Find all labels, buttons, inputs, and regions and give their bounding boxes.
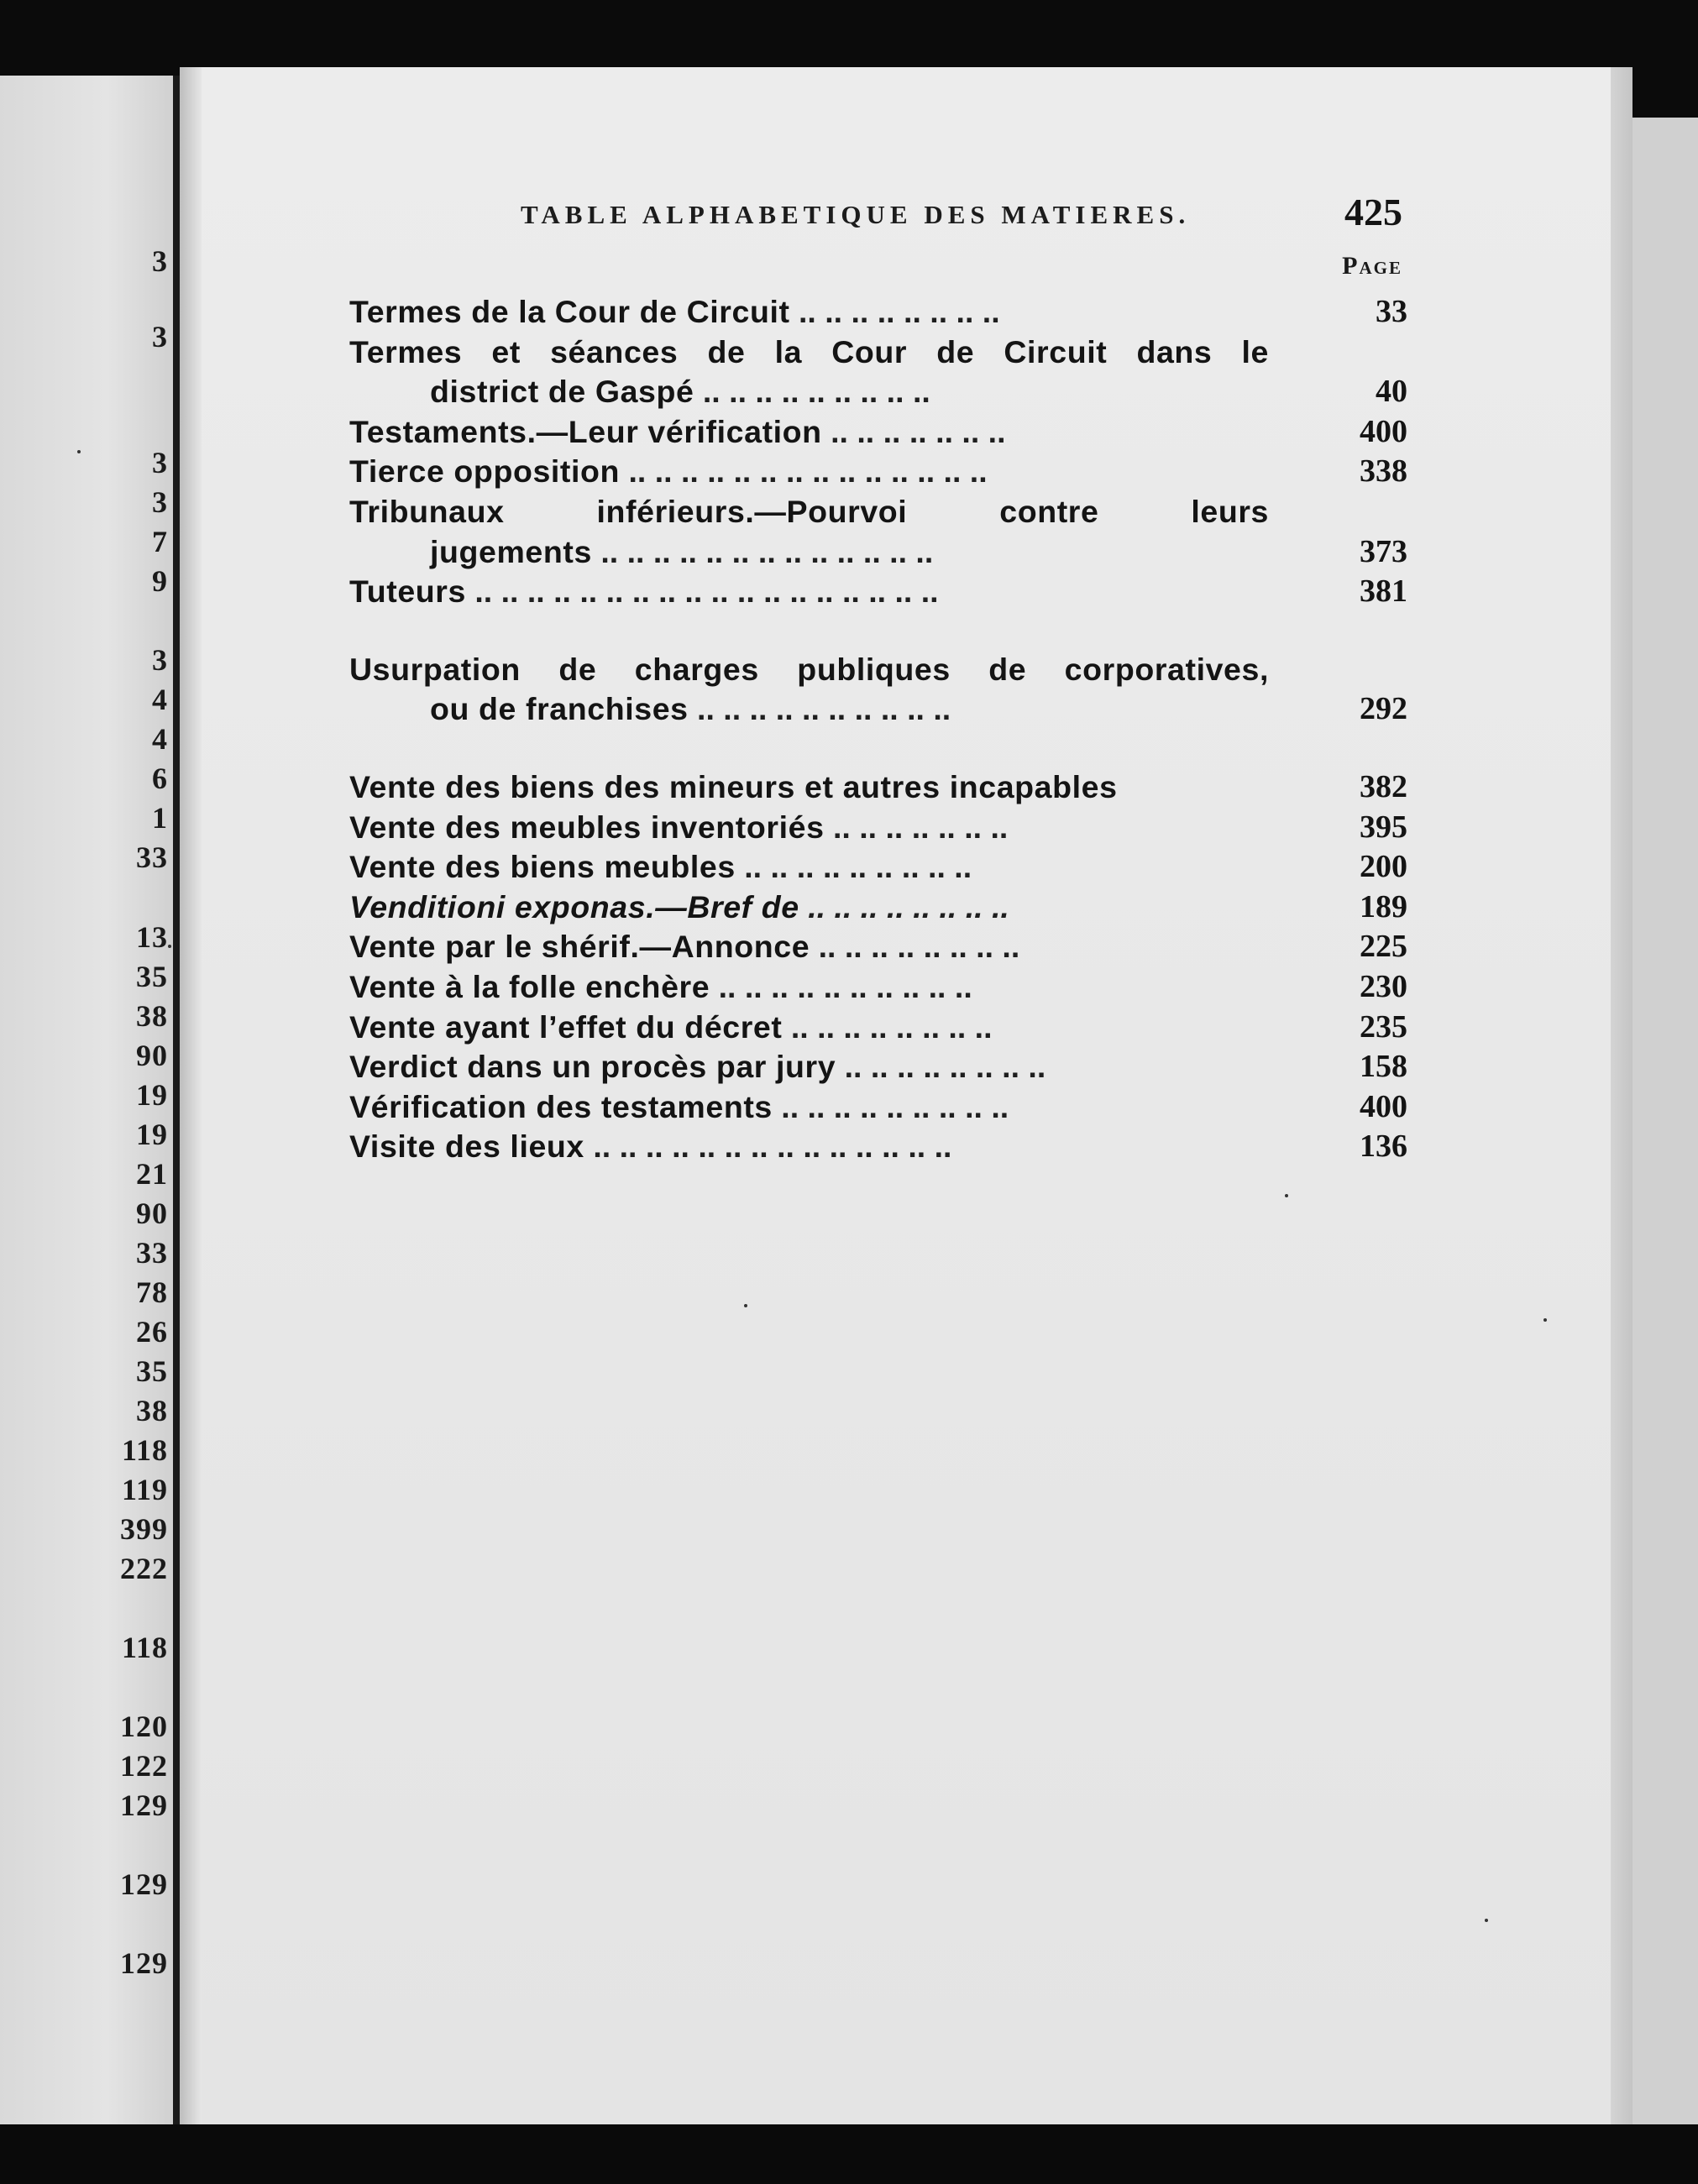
index-entry: Tribunaux inférieurs.—Pourvoi contre leurs: [349, 493, 1269, 529]
index-entry: Termes et séances de la Cour de Circuit dans le: [349, 333, 1269, 369]
left-margin-number: 3: [152, 244, 168, 278]
entry-page: 400: [1360, 1088, 1407, 1124]
entry-page: 382: [1360, 768, 1407, 804]
left-margin-number: 222: [120, 1552, 168, 1585]
entry-page: 292: [1360, 691, 1407, 727]
page-number: 425: [1344, 191, 1402, 233]
scan-speck: [168, 945, 171, 948]
left-margin-number: 38: [136, 1394, 168, 1427]
entry-page: 373: [1360, 533, 1407, 569]
left-margin-number: 90: [136, 1039, 168, 1072]
page-column-label: Page: [1342, 252, 1402, 280]
left-margin-number: 3: [152, 643, 168, 677]
index-entry: Vente des biens meubles .. .. .. .. .. .. .. .. .. 200: [349, 847, 1407, 888]
scan-speck: [1543, 1318, 1547, 1322]
left-margin-number: 6: [152, 762, 168, 795]
left-margin-number: 33: [136, 1236, 168, 1270]
index-entry: Vente ayant l’effet du décret .. .. .. .. .. .. .. .. 235: [349, 1008, 1407, 1048]
scan-speck: [1485, 1919, 1488, 1922]
entry-page: 395: [1360, 809, 1407, 845]
left-margin-number: 3: [152, 485, 168, 519]
index-entry: Tierce opposition .. .. .. .. .. .. .. .. .. .. .. .. .. .. 338: [349, 452, 1407, 492]
index-entry: Vente des meubles inventoriés .. .. .. .. .. .. .. 395: [349, 808, 1407, 848]
letter-section-gap: [349, 730, 1407, 767]
entry-page: 400: [1360, 413, 1407, 449]
index-entry-continuation: ou de franchises .. .. .. .. .. .. .. .. .. .. 292: [349, 689, 1407, 730]
left-margin-number: 78: [136, 1275, 168, 1309]
left-margin-number: 38: [136, 999, 168, 1033]
left-margin-number: 4: [152, 722, 168, 756]
page-edge: [1611, 67, 1632, 2133]
left-margin-number: 122: [120, 1749, 168, 1783]
index-entry: Verdict dans un procès par jury .. .. .. .. .. .. .. .. 158: [349, 1047, 1407, 1087]
left-margin-number: 1: [152, 801, 168, 835]
scan-speck: [77, 450, 81, 453]
left-margin-number: 129: [120, 1867, 168, 1901]
left-margin-number: 118: [121, 1631, 168, 1664]
left-margin-number: 7: [152, 525, 168, 558]
page-gutter: [180, 67, 202, 2133]
entry-page: 381: [1360, 573, 1407, 610]
index-entry: Termes de la Cour de Circuit .. .. .. .. .. .. .. .. 33: [349, 292, 1407, 333]
entry-page: 158: [1360, 1049, 1407, 1085]
entry-page: 136: [1360, 1129, 1407, 1165]
left-margin-number: 129: [120, 1946, 168, 1980]
scan-border: [0, 2124, 1698, 2184]
left-margin-number: 26: [136, 1315, 168, 1349]
left-margin-number: 3: [152, 320, 168, 354]
index-entry-continuation: jugements .. .. .. .. .. .. .. .. .. .. .. .. .. 373: [349, 532, 1407, 573]
letter-section-gap: [349, 612, 1407, 650]
scan-speck: [744, 1304, 747, 1307]
left-margin-number: 3: [152, 446, 168, 479]
index-entry: Tuteurs .. .. .. .. .. .. .. .. .. .. .. .. .. .. .. .. .. .. 381: [349, 572, 1407, 612]
entry-page: 338: [1360, 453, 1407, 490]
left-margin-number: 129: [120, 1789, 168, 1822]
index-entry: Visite des lieux .. .. .. .. .. .. .. .. .. .. .. .. .. .. 136: [349, 1127, 1407, 1167]
index-entry-continuation: district de Gaspé .. .. .. .. .. .. .. .. .. 40: [349, 372, 1407, 412]
book-spine: [173, 76, 180, 2124]
entry-page: 235: [1360, 1008, 1407, 1045]
left-margin-number: 13: [136, 920, 168, 954]
index-entries: [349, 292, 1407, 1167]
index-entry: Vente à la folle enchère .. .. .. .. .. .. .. .. .. .. 230: [349, 967, 1407, 1008]
left-margin-number: 33: [136, 841, 168, 874]
left-margin-number: 9: [152, 564, 168, 598]
left-margin-number: 35: [136, 1354, 168, 1388]
running-head: TABLE ALPHABETIQUE DES MATIERES.: [521, 200, 1191, 229]
left-facing-page: [0, 76, 178, 2124]
left-margin-number: 19: [136, 1118, 168, 1151]
next-page-edge: [1632, 118, 1698, 2133]
index-entry: Vente par le shérif.—Annonce .. .. .. .. .. .. .. .. 225: [349, 927, 1407, 967]
left-margin-number: 4: [152, 683, 168, 716]
entry-page: 200: [1360, 849, 1407, 885]
left-margin-number: 19: [136, 1078, 168, 1112]
left-margin-number: 120: [120, 1710, 168, 1743]
index-entry: Testaments.—Leur vérification .. .. .. .. .. .. .. 400: [349, 412, 1407, 453]
left-margin-number: 399: [120, 1512, 168, 1546]
left-margin-number: 35: [136, 960, 168, 993]
index-entry: Vérification des testaments .. .. .. .. .. .. .. .. .. 400: [349, 1087, 1407, 1128]
scan-speck: [1285, 1194, 1288, 1197]
index-entry: Usurpation de charges publiques de corporatives,: [349, 651, 1269, 687]
left-margin-number: 21: [136, 1157, 168, 1191]
index-entry: Venditioni exponas.—Bref de .. .. .. .. .. .. .. .. 189: [349, 888, 1407, 928]
entry-page: 189: [1360, 888, 1407, 924]
entry-page: 33: [1376, 294, 1407, 329]
index-entry: Vente des biens des mineurs et autres incapables 382: [349, 767, 1407, 808]
left-margin-number: 90: [136, 1197, 168, 1230]
entry-page: 230: [1360, 968, 1407, 1004]
left-margin-number: 118: [121, 1433, 168, 1467]
entry-page: 40: [1376, 374, 1407, 410]
left-margin-number: 119: [121, 1473, 168, 1506]
entry-page: 225: [1360, 929, 1407, 965]
